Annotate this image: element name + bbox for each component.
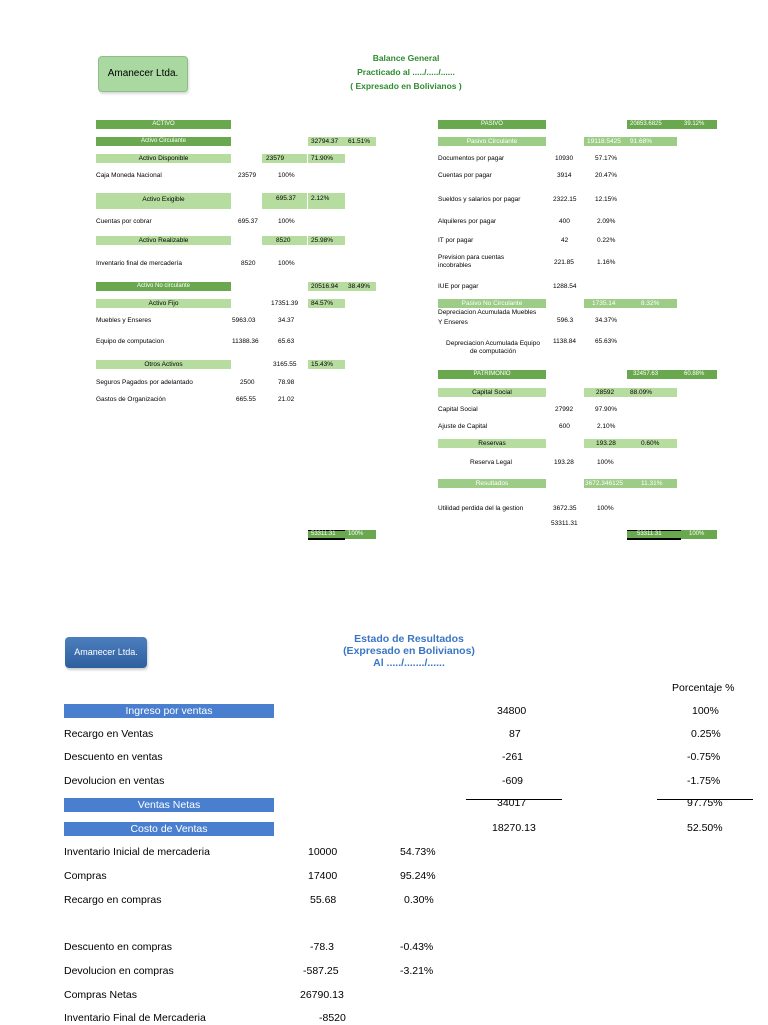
activo-disponible-label: Activo Disponible: [96, 154, 231, 163]
iue-value: 1288.54: [553, 283, 577, 290]
pasivo-no-circulante-label: Pasivo No Circulante: [438, 299, 546, 308]
inventario-final-pct: 100%: [278, 260, 295, 267]
documentos-value: 10930: [555, 155, 574, 162]
utilidad-label: Utilidad perdida del la gestion: [438, 505, 524, 512]
activo-circulante-value: 32794.37: [308, 137, 345, 146]
dep-muebles-label-2: Y Enseres: [438, 319, 468, 326]
compras-value: 17400: [308, 870, 338, 882]
descuento-ventas-value: -261: [502, 751, 524, 763]
costo-ventas-label: Costo de Ventas: [64, 822, 274, 836]
activo-fijo-label: Activo Fijo: [96, 299, 231, 308]
resultados-subtitle-date: Al ...../......./......: [373, 657, 445, 669]
reserva-legal-pct: 100%: [597, 459, 614, 466]
descuento-compras-value: -78.3: [310, 941, 334, 953]
devolucion-ventas-label: Devolucion en ventas: [64, 775, 165, 787]
utilidad-pct: 100%: [597, 505, 614, 512]
prevision-label-1: Prevision para cuentas: [438, 254, 505, 261]
muebles-pct: 34.37: [278, 317, 295, 324]
pasivo-header-pct: 39.12%: [681, 120, 717, 129]
ventas-netas-label: Ventas Netas: [64, 798, 274, 812]
activo-no-circulante-label: Activo No circulante: [96, 282, 231, 291]
compras-netas-value: 26790.13: [300, 989, 344, 1001]
activo-exigible-pct: 2.12%: [308, 193, 345, 209]
alquileres-label: Alquileres por pagar: [438, 218, 497, 225]
inv-inicial-value: 10000: [308, 846, 338, 858]
recargo-ventas-value: 87: [509, 728, 521, 740]
reservas-value: 193.28: [584, 439, 627, 448]
equipo-pct: 65.63: [278, 338, 295, 345]
seguros-pct: 78.98: [278, 379, 295, 386]
equipo-value: 11388.36: [232, 338, 259, 345]
iue-label: IUE por pagar: [438, 283, 479, 290]
recargo-compras-value: 55.68: [310, 894, 337, 906]
capital-social-header-value: 28592: [584, 388, 627, 397]
activo-exigible-value: 695.37: [262, 193, 307, 209]
sueldos-value: 2322.15: [553, 196, 577, 203]
reserva-legal-label: Reserva Legal: [470, 459, 512, 466]
patrimonio-value: 32457.63: [627, 370, 681, 379]
pasivo-header-value: 20853.6825: [627, 120, 681, 129]
gastos-org-value: 665.55: [236, 396, 256, 403]
recargo-compras-pct: 0.30%: [404, 894, 434, 906]
total-pasivo-currency: BS: [588, 531, 597, 537]
equipo-label: Equipo de computacion: [96, 338, 164, 345]
pasivo-circulante-label: Pasivo Circulante: [438, 137, 546, 146]
dep-equipo-pct: 65.63%: [595, 338, 618, 345]
pasivo-no-circulante-value: 1735.14: [584, 299, 627, 308]
activo-fijo-value: 17351.39: [271, 300, 299, 307]
ventas-netas-value: 34017: [497, 797, 527, 809]
alquileres-pct: 2.09%: [597, 218, 616, 225]
sueldos-label: Sueldos y salarios por pagar: [438, 196, 521, 203]
total-activo-pct: 100%: [345, 530, 376, 539]
total-activo-label: TOTAL ACTIVO: [142, 531, 185, 537]
seguros-label: Seguros Pagados por adelantado: [96, 379, 193, 386]
otros-activos-value: 3165.55: [273, 361, 297, 368]
descuento-compras-label: Descuento en compras: [64, 941, 172, 953]
gastos-org-pct: 21.02: [278, 396, 295, 403]
it-value: 42: [561, 237, 569, 244]
inv-final-value: -8520: [319, 1012, 346, 1024]
sueldos-pct: 12.15%: [595, 196, 618, 203]
total-activo-value: 53311.31: [308, 530, 345, 540]
inventario-final-label: Inventario final de mercadería: [96, 260, 182, 267]
descuento-ventas-pct: -0.75%: [687, 751, 721, 763]
resultados-pct: 11.31%: [627, 479, 677, 488]
capital-social-header-label: Capital Social: [438, 388, 546, 397]
inventario-final-value: 8520: [241, 260, 256, 267]
ajuste-capital-label: Ajuste de Capital: [438, 423, 488, 430]
cuentas-pagar-label: Cuentas por pagar: [438, 172, 492, 179]
balance-title: Balance General: [372, 53, 440, 63]
documentos-label: Documentos por pagar: [438, 155, 505, 162]
reservas-pct: 0.60%: [627, 439, 677, 448]
otros-activos-pct: 15.43%: [308, 360, 345, 369]
pasivo-circulante-value: 19118.5425: [584, 137, 627, 146]
cuentas-pagar-value: 3914: [557, 172, 572, 179]
compras-pct: 95.24%: [400, 870, 436, 882]
cuentas-cobrar-value: 695.37: [238, 218, 258, 225]
activo-header: ACTIVO: [96, 120, 231, 129]
dep-muebles-label-1: Depreciacion Acumulada Muebles: [438, 309, 537, 316]
resultados-title: Estado de Resultados: [354, 633, 464, 645]
prevision-label-2: incobrables: [438, 262, 472, 269]
patrimonio-subtotal: 53311.31: [551, 520, 578, 527]
descuento-compras-pct: -0.43%: [400, 941, 434, 953]
recargo-ventas-label: Recargo en Ventas: [64, 728, 154, 740]
ventas-netas-pct: 97.75%: [687, 797, 723, 809]
dep-equipo-value: 1138.84: [553, 338, 577, 345]
total-pasivo-label: TOTAL PATRIMONIO + PASIVO: [464, 531, 552, 537]
activo-realizable-label: Activo Realizable: [96, 236, 231, 245]
otros-activos-label: Otros Activos: [96, 360, 231, 369]
activo-circulante-pct: 61.51%: [345, 137, 376, 146]
dep-muebles-value: 596.3: [557, 317, 574, 324]
company-logo: Amanecer Ltda.: [98, 56, 188, 92]
inv-inicial-pct: 54.73%: [400, 846, 436, 858]
activo-realizable-value: 8520: [262, 236, 307, 245]
capital-social-value: 27992: [555, 406, 574, 413]
pasivo-no-circulante-pct: 8.32%: [627, 299, 677, 308]
activo-disponible-value: 23579: [262, 154, 307, 163]
recargo-ventas-pct: 0.25%: [691, 728, 721, 740]
caja-label: Caja Moneda Nacional: [96, 172, 162, 179]
costo-ventas-value: 18270.13: [492, 822, 536, 834]
ingreso-ventas-pct: 100%: [692, 705, 719, 717]
devolucion-ventas-pct: -1.75%: [687, 775, 721, 787]
inv-final-label: Inventario Final de Mercaderia: [64, 1012, 206, 1024]
muebles-label: Muebles y Enseres: [96, 317, 152, 324]
activo-fijo-pct: 84.57%: [308, 299, 345, 308]
company-logo-blue: Amanecer Ltda.: [65, 637, 147, 668]
prevision-value: 221.85: [554, 259, 574, 266]
cuentas-pagar-pct: 20.47%: [595, 172, 618, 179]
capital-social-label: Capital Social: [438, 406, 478, 413]
costo-ventas-pct: 52.50%: [687, 822, 723, 834]
reserva-legal-value: 193.28: [554, 459, 574, 466]
dep-equipo-label-2: de computación: [470, 348, 516, 355]
cuentas-cobrar-pct: 100%: [278, 218, 295, 225]
gastos-org-label: Gastos de Organización: [96, 396, 166, 403]
ingreso-ventas-label: Ingreso por ventas: [64, 704, 274, 718]
devolucion-compras-value: -587.25: [303, 965, 339, 977]
porcentaje-header: Porcentaje %: [672, 682, 735, 694]
ajuste-capital-pct: 2.10%: [597, 423, 616, 430]
descuento-ventas-label: Descuento en ventas: [64, 751, 163, 763]
caja-value: 23579: [238, 172, 257, 179]
pasivo-circulante-pct: 91.68%: [627, 137, 677, 146]
total-pasivo-value: 53311.31: [627, 530, 681, 540]
activo-realizable-pct: 25.98%: [308, 236, 345, 245]
devolucion-compras-label: Devolucion en compras: [64, 965, 174, 977]
cuentas-cobrar-label: Cuentas por cobrar: [96, 218, 152, 225]
recargo-compras-label: Recargo en compras: [64, 894, 162, 906]
resultados-value: 3672.346125: [584, 479, 627, 488]
dep-muebles-pct: 34.37%: [595, 317, 618, 324]
dep-equipo-label-1: Depreciacion Acumulada Equipo: [446, 340, 540, 347]
ajuste-capital-value: 600: [559, 423, 570, 430]
documentos-pct: 57.17%: [595, 155, 618, 162]
ingreso-ventas-value: 34800: [497, 705, 527, 717]
balance-subtitle-date: Practicado al ...../...../......: [357, 67, 455, 77]
compras-netas-label: Compras Netas: [64, 989, 137, 1001]
resultados-subtitle-currency: (Expresado en Bolivianos): [343, 645, 475, 657]
seguros-value: 2500: [240, 379, 255, 386]
it-pct: 0.22%: [597, 237, 616, 244]
compras-label: Compras: [64, 870, 107, 882]
alquileres-value: 400: [559, 218, 570, 225]
activo-disponible-pct: 71.90%: [308, 154, 345, 163]
devolucion-ventas-value: -609: [502, 775, 524, 787]
utilidad-value: 3672.35: [553, 505, 577, 512]
it-label: IT por pagar: [438, 237, 474, 244]
muebles-value: 5963.03: [232, 317, 256, 324]
inv-inicial-label: Inventario Inicial de mercaderia: [64, 846, 210, 858]
reservas-label: Reservas: [438, 439, 546, 448]
prevision-pct: 1.16%: [597, 259, 616, 266]
capital-social-pct: 97.90%: [595, 406, 618, 413]
total-pasivo-pct: 100%: [681, 530, 717, 539]
pasivo-header: PASIVO: [438, 120, 546, 129]
caja-pct: 100%: [278, 172, 295, 179]
patrimonio-header: PATRIMONIO: [438, 370, 546, 379]
activo-exigible-label: Activo Exigible: [96, 193, 231, 209]
resultados-label: Resultados: [438, 479, 546, 488]
balance-subtitle-currency: ( Expresado en Bolivianos ): [350, 81, 462, 91]
capital-social-header-pct: 88.09%: [627, 388, 677, 397]
patrimonio-pct: 60.88%: [681, 370, 717, 379]
devolucion-compras-pct: -3.21%: [400, 965, 434, 977]
activo-no-circulante-value: 20516.94: [308, 282, 345, 291]
activo-no-circulante-pct: 38.49%: [345, 282, 376, 291]
total-activo-currency: Bs: [256, 531, 264, 537]
activo-circulante-label: Activo Circulante: [96, 137, 231, 146]
